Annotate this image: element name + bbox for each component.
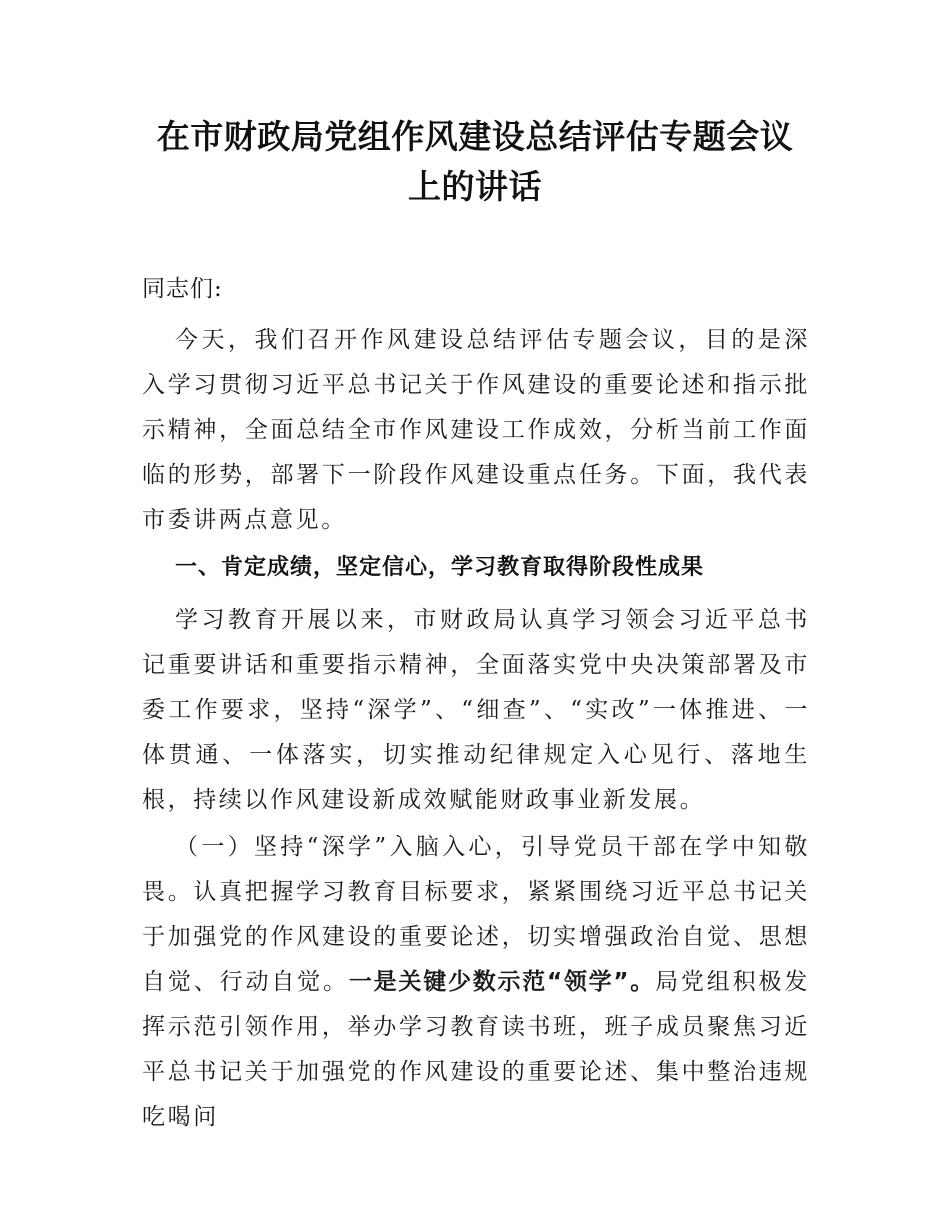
paragraph-deep-study-continuation: 局党组积极发挥示范引领作用，举办学习教育读书班，班子成员聚焦习近平总书记关于加强党的作风建设的重要论述、集中整治违规吃喝问 [142, 969, 810, 1130]
bold-highlight: 一是关键少数示范“领学”。 [348, 969, 656, 995]
document-title [140, 112, 810, 212]
title-line-2: 上的讲话 [408, 167, 542, 206]
section-heading-1: 一、肯定成绩，坚定信心，学习教育取得阶段性成果 [175, 555, 705, 580]
salutation: 同志们: [142, 276, 223, 302]
paragraph-deep-study [142, 825, 810, 1140]
paragraph-deep-study-text: （一）坚持“深学”入脑入心，引导党员干部在学中知敬畏。认真把握学习教育目标要求，紧紧围绕习近平总书记关于加强党的作风建设的重要论述，切实增强政治自觉、思想自觉、行动自觉。 [142, 834, 810, 995]
title-line-1: 在市财政局党组作风建设总结评估专题会议 [156, 117, 794, 156]
paragraph-intro: 今天，我们召开作风建设总结评估专题会议，目的是深入学习贯彻习近平总书记关于作风建设的重要论述和指示批示精神，全面总结全市作风建设工作成效，分析当前工作面临的形势，部署下一阶段作风建设重点任务。下面，我代表市委讲两点意见。 [142, 327, 810, 533]
paragraph-achievements: 学习教育开展以来，市财政局认真学习领会习近平总书记重要讲话和重要指示精神，全面落实党中央决策部署及市委工作要求，坚持“深学”、“细查”、“实改”一体推进、一体贯通、一体落实，切实推动纪律规定入心见行、落地生根，持续以作风建设新成效赋能财政事业新发展。 [142, 607, 810, 813]
